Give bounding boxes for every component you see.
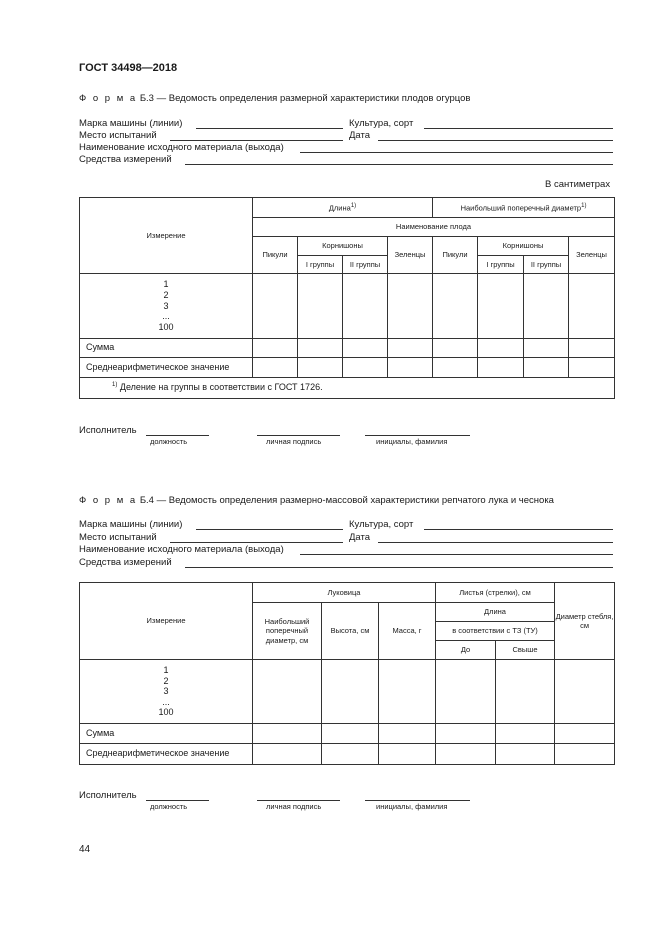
instruments-field[interactable]	[185, 567, 613, 568]
data-cell[interactable]	[496, 724, 555, 744]
instruments-field[interactable]	[185, 164, 613, 165]
place-field[interactable]	[170, 542, 343, 543]
form-code: Б.4	[139, 495, 154, 506]
data-cell[interactable]	[388, 358, 433, 378]
data-cell[interactable]	[436, 724, 496, 744]
date-field[interactable]	[378, 140, 613, 141]
initials-caption: инициалы, фамилия	[376, 437, 448, 446]
document-header: ГОСТ 34498—2018	[79, 62, 178, 74]
data-cell[interactable]	[478, 339, 524, 358]
position-caption: должность	[150, 437, 188, 446]
per-tu-header: в соответствии с ТЗ (ТУ)	[436, 622, 555, 641]
measurement-header: Измерение	[80, 583, 253, 660]
greens-header: Зеленцы	[388, 237, 433, 274]
data-cell[interactable]	[496, 660, 555, 724]
data-cell[interactable]	[343, 358, 388, 378]
height-header: Высота, см	[322, 603, 379, 660]
data-cell[interactable]	[253, 724, 322, 744]
data-cell[interactable]	[379, 660, 436, 724]
form-prefix: Ф о р м а	[79, 495, 138, 506]
bulb-header: Луковица	[253, 583, 436, 603]
position-field[interactable]	[146, 800, 209, 801]
executor-label: Исполнитель	[79, 425, 137, 436]
initials-field[interactable]	[365, 800, 470, 801]
row-number: 1	[163, 279, 169, 290]
sum-row-label: Сумма	[80, 339, 253, 358]
machine-field[interactable]	[196, 529, 343, 530]
group1-header: I группы	[478, 256, 524, 274]
place-field[interactable]	[170, 140, 343, 141]
data-cell[interactable]	[436, 660, 496, 724]
data-cell[interactable]	[478, 274, 524, 339]
mass-header: Масса, г	[379, 603, 436, 660]
gherkins-header: Корнишоны	[478, 237, 569, 256]
mean-row-label: Среднеарифметическое значение	[80, 358, 253, 378]
data-cell[interactable]	[253, 274, 298, 339]
row-number: 100	[158, 321, 174, 332]
fruit-name-header: Наименование плода	[253, 218, 615, 237]
place-label: Место испытаний	[79, 532, 157, 543]
footnote-ref: 1)	[350, 202, 357, 209]
signature-field[interactable]	[257, 435, 340, 436]
data-cell[interactable]	[388, 274, 433, 339]
initials-field[interactable]	[365, 435, 470, 436]
pickles-header: Пикули	[433, 237, 478, 274]
data-cell[interactable]	[436, 744, 496, 765]
form-code: Б.3	[139, 93, 154, 104]
footnote-text: Деление на группы в соответствии с ГОСТ 1726.	[119, 382, 323, 393]
group1-header: I группы	[298, 256, 343, 274]
material-label: Наименование исходного материала (выхода)	[79, 142, 284, 153]
culture-field[interactable]	[424, 128, 613, 129]
data-cell[interactable]	[569, 339, 615, 358]
pickles-header: Пикули	[253, 237, 298, 274]
material-field[interactable]	[300, 152, 613, 153]
data-cell[interactable]	[322, 724, 379, 744]
form-b3-title	[79, 93, 470, 104]
culture-field[interactable]	[424, 529, 613, 530]
data-cell[interactable]	[433, 274, 478, 339]
initials-caption: инициалы, фамилия	[376, 802, 448, 811]
footnote-mark: 1)	[112, 382, 118, 389]
material-label: Наименование исходного материала (выхода)	[79, 544, 284, 555]
data-cell[interactable]	[298, 358, 343, 378]
mean-row-label: Среднеарифметическое значение	[80, 744, 253, 765]
place-label: Место испытаний	[79, 130, 157, 141]
gherkins-header: Корнишоны	[298, 237, 388, 256]
signature-caption: личная подпись	[266, 802, 322, 811]
row-number: 2	[163, 290, 169, 301]
date-label: Дата	[349, 532, 371, 543]
data-cell[interactable]	[343, 339, 388, 358]
data-cell[interactable]	[253, 744, 322, 765]
instruments-label: Средства измерений	[79, 557, 172, 568]
group2-header: II группы	[343, 256, 388, 274]
group2-header: II группы	[524, 256, 569, 274]
over-header: Свыше	[496, 641, 555, 660]
sum-row-label: Сумма	[80, 724, 253, 744]
form-title-text: — Ведомость определения размерно-массовой характеристики репчатого лука и чеснока	[156, 495, 554, 506]
measurement-numbers	[80, 660, 253, 724]
diameter-header-text: Наибольший поперечный диаметр	[460, 203, 582, 213]
machine-label: Марка машины (линии)	[79, 118, 183, 129]
diameter-header	[433, 198, 615, 218]
material-field[interactable]	[300, 554, 613, 555]
measurement-numbers	[80, 274, 253, 339]
max-diameter-header: Наибольший поперечный диаметр, см	[253, 603, 322, 660]
data-cell[interactable]	[496, 744, 555, 765]
row-number: 3	[163, 300, 169, 311]
data-cell[interactable]	[253, 660, 322, 724]
data-cell[interactable]	[433, 358, 478, 378]
data-cell[interactable]	[524, 274, 569, 339]
form-b3-table	[79, 197, 615, 399]
data-cell[interactable]	[524, 339, 569, 358]
data-cell[interactable]	[555, 724, 615, 744]
row-number: 1	[163, 664, 169, 675]
position-field[interactable]	[146, 435, 209, 436]
data-cell[interactable]	[478, 358, 524, 378]
data-cell[interactable]	[569, 274, 615, 339]
data-cell[interactable]	[555, 744, 615, 765]
data-cell[interactable]	[379, 724, 436, 744]
position-caption: должность	[150, 802, 188, 811]
data-cell[interactable]	[388, 339, 433, 358]
signature-caption: личная подпись	[266, 437, 322, 446]
leaves-header: Листья (стрелки), см	[436, 583, 555, 603]
row-ellipsis: ...	[162, 696, 170, 707]
data-cell[interactable]	[379, 744, 436, 765]
row-number: 3	[163, 686, 169, 697]
units-note: В сантиметрах	[545, 179, 611, 190]
form-b4-table	[79, 582, 615, 765]
data-cell[interactable]	[343, 274, 388, 339]
form-b4-title	[79, 495, 554, 506]
row-number: 100	[158, 707, 174, 718]
executor-label: Исполнитель	[79, 790, 137, 801]
instruments-label: Средства измерений	[79, 154, 172, 165]
row-number: 2	[163, 675, 169, 686]
date-label: Дата	[349, 130, 371, 141]
data-cell[interactable]	[524, 358, 569, 378]
leaf-length-header: Длина	[436, 603, 555, 622]
data-cell[interactable]	[569, 358, 615, 378]
machine-field[interactable]	[196, 128, 343, 129]
date-field[interactable]	[378, 542, 613, 543]
measurement-header: Измерение	[80, 198, 253, 274]
culture-label: Культура, сорт	[349, 118, 414, 129]
data-cell[interactable]	[322, 744, 379, 765]
data-cell[interactable]	[298, 339, 343, 358]
row-ellipsis: ...	[162, 311, 170, 322]
footnote-ref: 1)	[581, 202, 587, 209]
data-cell[interactable]	[253, 339, 298, 358]
data-cell[interactable]	[322, 660, 379, 724]
data-cell[interactable]	[433, 339, 478, 358]
form-prefix: Ф о р м а	[79, 93, 138, 104]
length-header-text: Длина	[328, 203, 351, 213]
stem-diameter-header: Диаметр стебля, см	[555, 583, 615, 660]
signature-field[interactable]	[257, 800, 340, 801]
culture-label: Культура, сорт	[349, 519, 414, 530]
data-cell[interactable]	[253, 358, 298, 378]
greens-header: Зеленцы	[569, 237, 615, 274]
length-header	[253, 198, 433, 218]
table-footnote	[80, 378, 615, 399]
data-cell[interactable]	[555, 660, 615, 724]
machine-label: Марка машины (линии)	[79, 519, 183, 530]
form-title-text: — Ведомость определения размерной характеристики плодов огурцов	[156, 93, 471, 104]
upto-header: До	[436, 641, 496, 660]
data-cell[interactable]	[298, 274, 343, 339]
page-number: 44	[79, 844, 91, 855]
